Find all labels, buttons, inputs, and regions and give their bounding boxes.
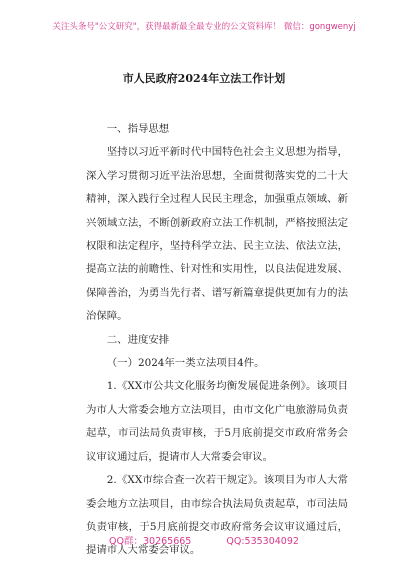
footer-qq-group: QQ群：30265665 [109,536,192,547]
paragraph-guiding-ideology: 坚持以习近平新时代中国特色社会主义思想为指导，深入学习贯彻习近平法治思想，全面贯彻落实党的二十大精神，深入践行全过程人民民主理念，加强重点领域、新兴领域立法，不断创新政府立法工作机制，严格按照法定权限和法定程序，坚持科学立法、民主立法、依法立法，提高立法的前瞻性、针对性和实用性，以良法促进发展、保障善治，为勇当先行者、谱写新篇章提供更加有力的法治保障。 [86,146,348,323]
section-heading-guiding-ideology: 一、指导思想 [106,123,170,135]
footer-contact [0,533,408,547]
paragraph-item-1: 1.《XX市公共文化服务均衡发展促进条例》。该项目为市人大常委会地方立法项目，由市文化广电旅游局负责起草，市司法局负责审核，于5月底前提交市政府常务会议审议通过后，提请市人大常委会审议。 [86,380,348,463]
subsection-heading-category-one: （一）2024年一类立法项目4件。 [106,357,265,370]
paragraph-item-2: 2.《XX市综合查一次若干规定》。该项目为市人大常委会地方立法项目，由市综合执法局负责起草，市司法局负责审核，于5月底前提交市政府常务会议审议通过后，提请市人大常委会审议。 [86,474,348,557]
document-title: 市人民政府2024年立法工作计划 [122,72,286,85]
footer-qq-number: QQ:535304092 [226,536,299,547]
header-promo-note: 关注头条号"公文研究"，获得最新最全最专业的公文资料库！ 微信：gongwenyj [52,22,356,32]
section-heading-schedule: 二、进度安排 [106,333,170,346]
document-body [86,118,348,563]
